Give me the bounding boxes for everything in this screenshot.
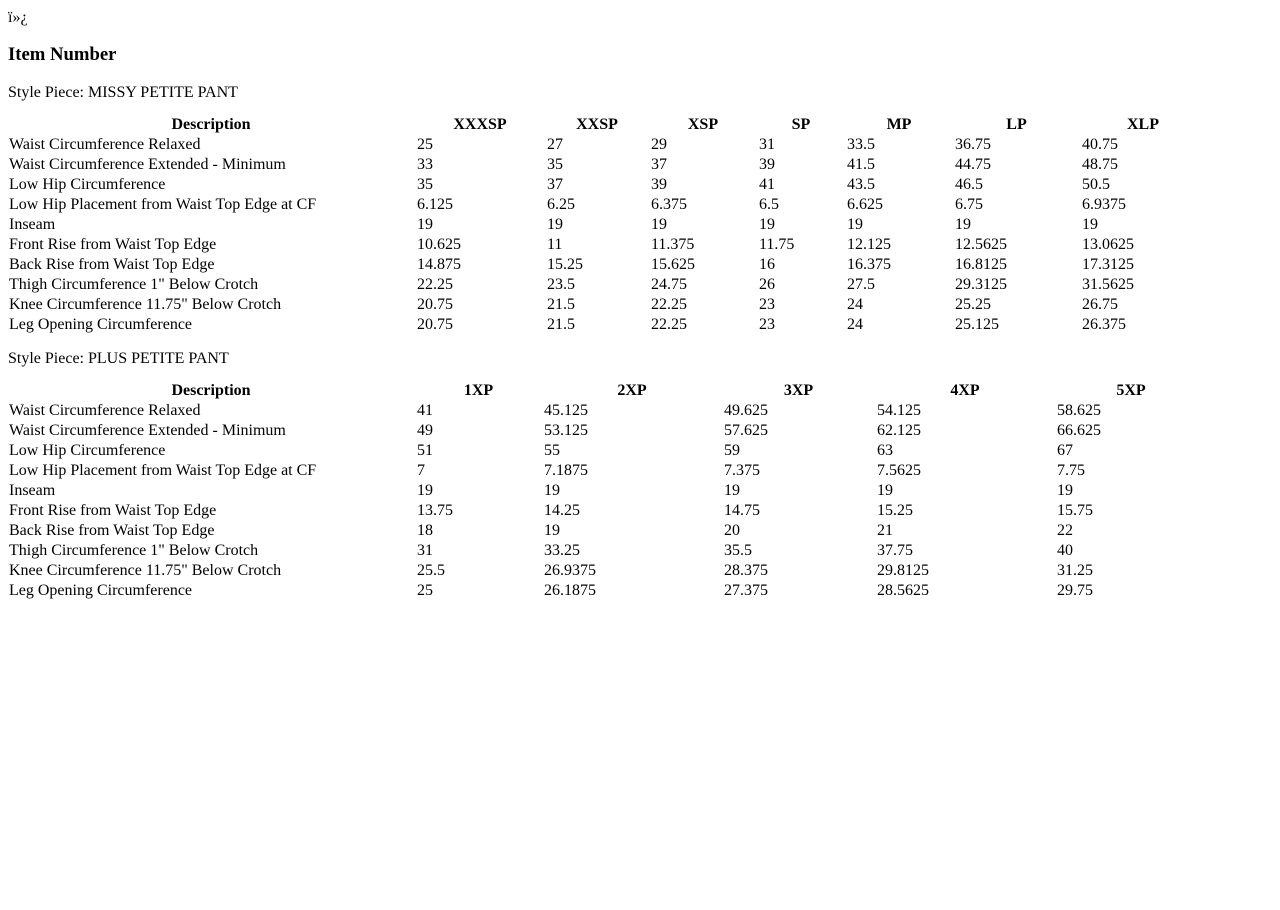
measurement-cell: 13.75: [417, 502, 453, 519]
measurement-cell: 24: [847, 296, 863, 313]
measurement-cell: 37: [547, 176, 563, 193]
measurement-cell: 19: [417, 216, 433, 233]
measurement-cell: 23: [759, 296, 775, 313]
measurement-cell: 23.5: [547, 276, 575, 293]
row-description-cell: Leg Opening Circumference: [9, 582, 193, 599]
measurement-cell: 19: [547, 216, 563, 233]
table-row: [8, 316, 1205, 334]
row-description-cell: Back Rise from Waist Top Edge: [9, 256, 215, 273]
measurement-cell: 6.625: [847, 196, 883, 213]
measurement-cell: 29.8125: [877, 562, 929, 579]
measurement-cell: 50.5: [1082, 176, 1110, 193]
row-description-cell: Front Rise from Waist Top Edge: [9, 236, 217, 253]
measurement-cell: 40: [1057, 542, 1073, 559]
row-description-cell: Low Hip Placement from Waist Top Edge at CF: [9, 462, 317, 479]
row-description-cell: Waist Circumference Relaxed: [9, 402, 201, 419]
measurement-cell: 7.75: [1057, 462, 1085, 479]
measurement-cell: 31: [759, 136, 775, 153]
measurement-cell: 57.625: [724, 422, 768, 439]
measurement-cell: 37: [651, 156, 667, 173]
measurement-cell: 19: [724, 482, 740, 499]
table-row: [8, 196, 1205, 214]
measurement-cell: 14.875: [417, 256, 461, 273]
measurement-cell: 19: [759, 216, 775, 233]
missy-style-caption: Style Piece: MISSY PETITE PANT: [8, 84, 238, 101]
row-description-cell: Low Hip Circumference: [9, 442, 166, 459]
row-description-cell: Front Rise from Waist Top Edge: [9, 502, 217, 519]
table-row: [8, 442, 1206, 460]
measurement-cell: 23: [759, 316, 775, 333]
measurement-cell: 27.5: [847, 276, 875, 293]
measurement-cell: 25.25: [955, 296, 991, 313]
row-description-cell: Inseam: [9, 482, 56, 499]
measurement-cell: 22.25: [651, 316, 687, 333]
column-header-size: LP: [1006, 116, 1027, 133]
measurement-cell: 27.375: [724, 582, 768, 599]
measurement-cell: 41: [417, 402, 433, 419]
column-header-size: SP: [791, 116, 811, 133]
measurement-cell: 26.375: [1082, 316, 1126, 333]
measurement-cell: 24: [847, 316, 863, 333]
measurement-cell: 48.75: [1082, 156, 1118, 173]
row-description-cell: Knee Circumference 11.75" Below Crotch: [9, 562, 282, 579]
measurement-cell: 22.25: [417, 276, 453, 293]
column-header-size: XXSP: [576, 116, 618, 133]
table-row: [8, 582, 1206, 600]
measurement-cell: 7.5625: [877, 462, 921, 479]
column-header-size: 3XP: [783, 382, 814, 399]
measurement-cell: 59: [724, 442, 740, 459]
measurement-cell: 28.5625: [877, 582, 929, 599]
measurement-cell: 15.25: [547, 256, 583, 273]
measurement-cell: 67: [1057, 442, 1073, 459]
measurement-cell: 55: [544, 442, 560, 459]
measurement-cell: 20: [724, 522, 740, 539]
row-description-cell: Knee Circumference 11.75" Below Crotch: [9, 296, 282, 313]
measurement-cell: 22.25: [651, 296, 687, 313]
table-row: [8, 236, 1205, 254]
measurement-cell: 6.125: [417, 196, 453, 213]
measurement-cell: 33.5: [847, 136, 875, 153]
measurement-cell: 15.75: [1057, 502, 1093, 519]
measurement-cell: 51: [417, 442, 433, 459]
measurement-cell: 63: [877, 442, 893, 459]
table-row: [8, 462, 1206, 480]
row-description-cell: Leg Opening Circumference: [9, 316, 193, 333]
measurement-cell: 41.5: [847, 156, 875, 173]
measurement-cell: 6.75: [955, 196, 983, 213]
measurement-cell: 6.9375: [1082, 196, 1126, 213]
table-row: [8, 542, 1206, 560]
measurement-cell: 16.375: [847, 256, 891, 273]
measurement-cell: 25.5: [417, 562, 445, 579]
column-header-size: 2XP: [617, 382, 647, 399]
measurement-cell: 39: [759, 156, 775, 173]
measurement-cell: 25.125: [955, 316, 999, 333]
row-description-cell: Waist Circumference Extended - Minimum: [9, 422, 286, 439]
measurement-cell: 41: [759, 176, 775, 193]
column-header-size: MP: [886, 116, 912, 133]
plus-size-table: [6, 380, 1208, 602]
measurement-cell: 45.125: [544, 402, 588, 419]
measurement-cell: 20.75: [417, 316, 453, 333]
measurement-cell: 26.9375: [544, 562, 596, 579]
measurement-cell: 16.8125: [955, 256, 1007, 273]
measurement-cell: 17.3125: [1082, 256, 1134, 273]
table-header-row: [8, 382, 1206, 400]
measurement-cell: 14.25: [544, 502, 580, 519]
table-row: [8, 256, 1205, 274]
table-row: [8, 276, 1205, 294]
table-row: [8, 156, 1205, 174]
measurement-cell: 31.25: [1057, 562, 1093, 579]
measurement-cell: 19: [651, 216, 667, 233]
measurement-cell: 26: [759, 276, 775, 293]
measurement-cell: 20.75: [417, 296, 453, 313]
measurement-cell: 21: [877, 522, 893, 539]
table-row: [8, 402, 1206, 420]
plus-style-caption: Style Piece: PLUS PETITE PANT: [8, 350, 229, 367]
measurement-cell: 58.625: [1057, 402, 1101, 419]
table-row: [8, 422, 1206, 440]
measurement-cell: 25: [417, 582, 433, 599]
measurement-cell: 33: [417, 156, 433, 173]
measurement-cell: 11: [547, 236, 563, 253]
row-description-cell: Waist Circumference Extended - Minimum: [9, 156, 286, 173]
measurement-cell: 54.125: [877, 402, 921, 419]
column-header-size: 5XP: [1116, 382, 1146, 399]
measurement-cell: 12.125: [847, 236, 891, 253]
table-header-row: [8, 116, 1205, 134]
measurement-cell: 31: [417, 542, 433, 559]
measurement-cell: 19: [544, 522, 560, 539]
measurement-cell: 62.125: [877, 422, 921, 439]
row-description-cell: Back Rise from Waist Top Edge: [9, 522, 215, 539]
measurement-cell: 37.75: [877, 542, 913, 559]
row-description-cell: Inseam: [9, 216, 56, 233]
measurement-cell: 24.75: [651, 276, 687, 293]
measurement-cell: 21.5: [547, 316, 575, 333]
row-description-cell: Low Hip Circumference: [9, 176, 166, 193]
measurement-cell: 29.75: [1057, 582, 1093, 599]
column-header-size: 1XP: [463, 382, 494, 399]
measurement-cell: 27: [547, 136, 563, 153]
measurement-cell: 35: [417, 176, 433, 193]
measurement-cell: 29: [651, 136, 667, 153]
measurement-cell: 6.375: [651, 196, 687, 213]
table-row: [8, 216, 1205, 234]
measurement-cell: 22: [1057, 522, 1073, 539]
measurement-cell: 35.5: [724, 542, 752, 559]
measurement-cell: 19: [847, 216, 863, 233]
measurement-cell: 14.75: [724, 502, 760, 519]
column-header-size: XSP: [687, 116, 719, 133]
measurement-cell: 19: [544, 482, 560, 499]
measurement-cell: 43.5: [847, 176, 875, 193]
row-description-cell: Low Hip Placement from Waist Top Edge at CF: [9, 196, 317, 213]
measurement-cell: 39: [651, 176, 667, 193]
measurement-cell: 19: [1082, 216, 1098, 233]
measurement-cell: 53.125: [544, 422, 588, 439]
measurement-cell: 46.5: [955, 176, 983, 193]
measurement-cell: 44.75: [955, 156, 991, 173]
row-description-cell: Thigh Circumference 1" Below Crotch: [9, 542, 259, 559]
measurement-cell: 6.25: [547, 196, 575, 213]
measurement-cell: 35: [547, 156, 563, 173]
measurement-cell: 66.625: [1057, 422, 1101, 439]
measurement-cell: 7: [417, 462, 425, 479]
measurement-cell: 15.25: [877, 502, 913, 519]
measurement-cell: 7.1875: [544, 462, 588, 479]
measurement-cell: 13.0625: [1082, 236, 1134, 253]
measurement-cell: 21.5: [547, 296, 575, 313]
column-header-size: XXXSP: [453, 116, 507, 133]
measurement-cell: 19: [1057, 482, 1073, 499]
table-row: [8, 562, 1206, 580]
row-description-cell: Thigh Circumference 1" Below Crotch: [9, 276, 259, 293]
measurement-cell: 25: [417, 136, 433, 153]
measurement-cell: 29.3125: [955, 276, 1007, 293]
row-description-cell: Waist Circumference Relaxed: [9, 136, 201, 153]
column-header-size: 4XP: [950, 382, 980, 399]
measurement-cell: 15.625: [651, 256, 695, 273]
measurement-cell: 16: [759, 256, 775, 273]
column-header-description: Description: [171, 116, 251, 133]
measurement-cell: 28.375: [724, 562, 768, 579]
measurement-cell: 49: [417, 422, 433, 439]
bom-text: ï»¿: [8, 9, 28, 26]
measurement-cell: 26.75: [1082, 296, 1118, 313]
table-row: [8, 296, 1205, 314]
table-row: [8, 136, 1205, 154]
table-row: [8, 176, 1205, 194]
measurement-cell: 19: [417, 482, 433, 499]
measurement-cell: 6.5: [759, 196, 779, 213]
column-header-description: Description: [171, 382, 251, 399]
measurement-cell: 7.375: [724, 462, 760, 479]
measurement-cell: 11.75: [759, 236, 795, 253]
missy-size-table: [6, 114, 1207, 336]
page-title: Item Number: [8, 44, 117, 65]
measurement-cell: 31.5625: [1082, 276, 1134, 293]
measurement-cell: 26.1875: [544, 582, 596, 599]
measurement-cell: 12.5625: [955, 236, 1007, 253]
table-row: [8, 522, 1206, 540]
table-row: [8, 502, 1206, 520]
measurement-cell: 40.75: [1082, 136, 1118, 153]
measurement-cell: 10.625: [417, 236, 461, 253]
measurement-cell: 11.375: [651, 236, 695, 253]
measurement-cell: 49.625: [724, 402, 768, 419]
column-header-size: XLP: [1127, 116, 1159, 133]
measurement-cell: 18: [417, 522, 433, 539]
measurement-cell: 19: [877, 482, 893, 499]
table-row: [8, 482, 1206, 500]
measurement-cell: 33.25: [544, 542, 580, 559]
measurement-cell: 19: [955, 216, 971, 233]
measurement-cell: 36.75: [955, 136, 991, 153]
